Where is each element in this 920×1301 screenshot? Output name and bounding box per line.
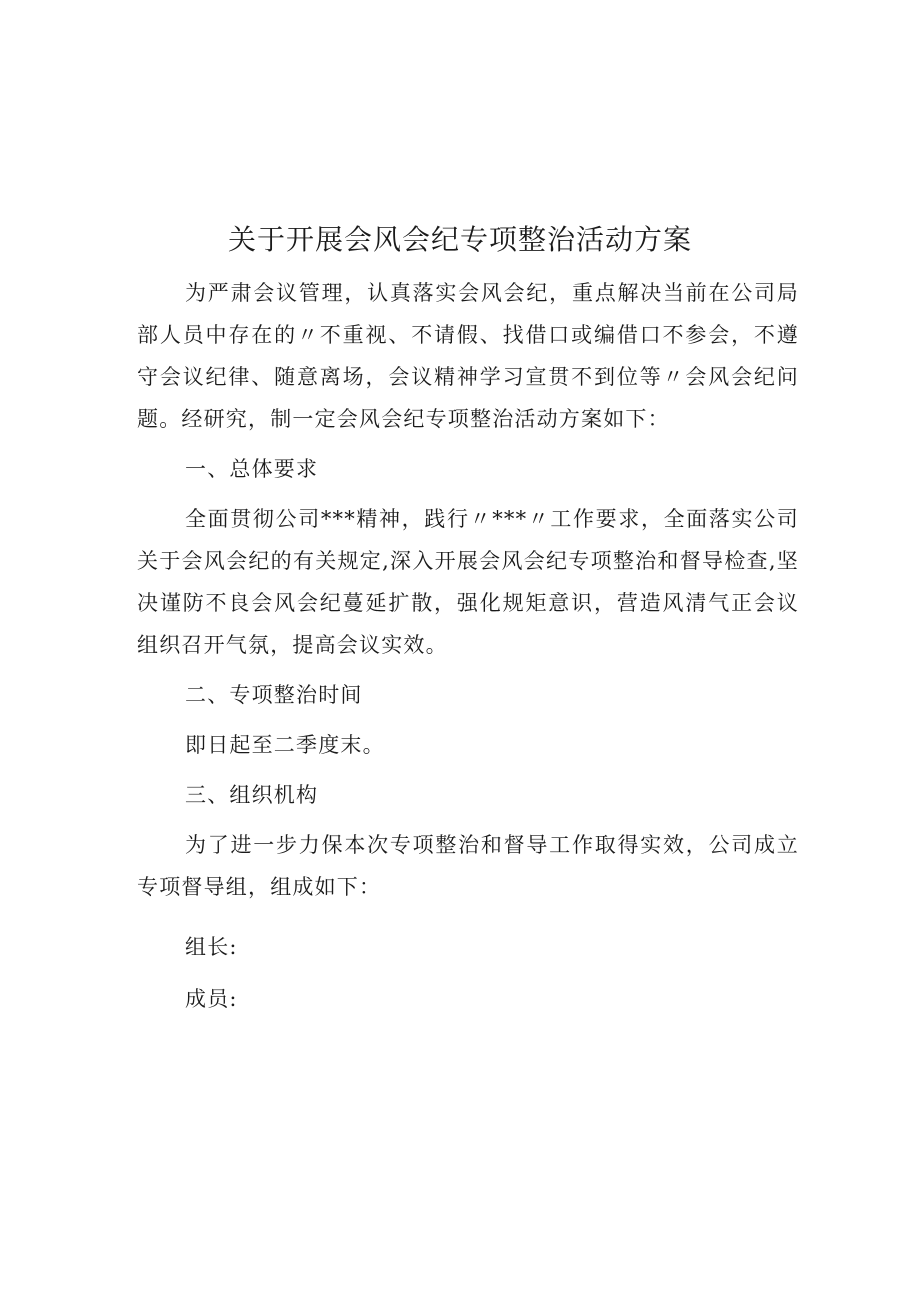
group-members-label: 成员: xyxy=(185,987,238,1011)
section-heading-overall-requirements: 一、总体要求 xyxy=(185,457,319,481)
section-heading-organization: 三、组织机构 xyxy=(185,783,319,807)
rectification-time-paragraph: 即日起至二季度末。 xyxy=(185,733,385,757)
group-leader-label: 组长: xyxy=(185,935,238,959)
document-body xyxy=(137,272,799,1020)
overall-requirements-paragraph: 全面贯彻公司***精神，践行〃***〃工作要求，全面落实公司关于会风会纪的有关规定,深入开展会风会纪专项整治和督导检查,坚决谨防不良会风会纪蔓延扩散，强化规矩意识，营造风清气正会议组织召开气氛，提高会议实效。 xyxy=(137,507,799,657)
section-heading-rectification-time: 二、专项整治时间 xyxy=(185,683,363,707)
organization-paragraph: 为了进一步力保本次专项整治和督导工作取得实效，公司成立专项督导组，组成如下： xyxy=(137,833,799,899)
intro-paragraph: 为严肃会议管理，认真落实会风会纪，重点解决当前在公司局部人员中存在的〃不重视、不请假、找借口或编借口不参会，不遵守会议纪律、随意离场，会议精神学习宣贯不到位等〃会风会纪问题。经研究，制一定会风会纪专项整治活动方案如下： xyxy=(137,281,799,431)
document-title: 关于开展会风会纪专项整治活动方案 xyxy=(227,223,692,256)
